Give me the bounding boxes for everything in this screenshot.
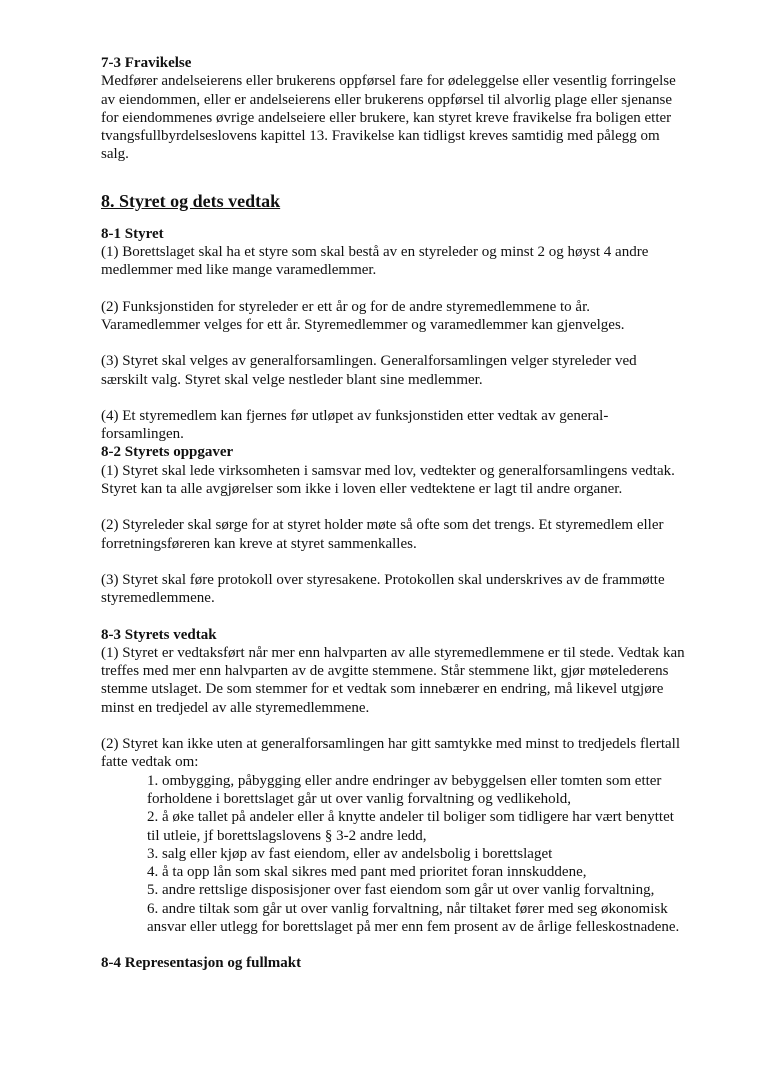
section-8-4-heading: 8-4 Representasjon og fullmakt [101,955,302,972]
section-8-1 [101,225,687,444]
list-item: 3. salg eller kjøp av fast eiendom, eller av andelsbolig i borettslaget [147,845,553,862]
list-item: 2. å øke tallet på andeler eller å knytte andeler til boliger som tidligere har vært benyttet til utleie, jf borettslagslovens § 3-2 andre ledd, [147,809,674,844]
section-8-1-heading: 8-1 Styret [101,225,164,242]
list-item: 5. andre rettslige disposisjoner over fast eiendom som går ut over vanlig forvaltning, [147,882,655,899]
section-8-4 [101,954,687,972]
consent-list [147,772,687,937]
section-8-1-paragraph-4: (4) Et styremedlem kan fjernes før utløpet av funksjonstiden etter vedtak av general-forsamlingen. [101,407,609,443]
section-8-1-paragraph-1: (1) Borettslaget skal ha et styre som skal bestå av en styreleder og minst 2 og høyst 4 andre medlemmer med like mange varamedlemmer. [101,244,649,279]
section-8-2-paragraph-1: (1) Styret skal lede virksomheten i samsvar med lov, vedtekter og generalforsamlingens vedtak. Styret kan ta alle avgjørelser som ikke i loven eller vedtektene er lagt til andre organer. [101,462,675,498]
section-8-3 [101,626,687,937]
section-8-3-paragraph-2: (2) Styret kan ikke uten at generalforsamlingen har gitt samtykke med minst to tredjedels flertall fatte vedtak om: [101,736,680,771]
section-8-2-heading: 8-2 Styrets oppgaver [101,444,234,461]
section-7-3 [101,54,687,164]
section-8-3-heading: 8-3 Styrets vedtak [101,626,217,643]
section-8-2-paragraph-3: (3) Styret skal føre protokoll over styresakene. Protokollen skal underskrives av de frammøtte styremedlemmene. [101,571,665,607]
section-8-2 [101,443,687,607]
section-7-3-heading: 7-3 Fravikelse [101,55,192,71]
section-8-2-paragraph-2: (2) Styreleder skal sørge for at styret holder møte så ofte som det trengs. Et styremedlem eller forretningsføreren kan kreve at styret sammenkalles. [101,517,664,552]
section-7-3-text: Medfører andelseierens eller brukerens oppførsel fare for ødeleggelse eller vesentlig forringelse av eiendommen, eller er andelseierens eller brukerens oppførsel til alvorlig plage eller sjenanse for eiendommenes øvrige andelseiere eller brukere, kan styret kreve fravikelse fra boligen etter tvangsfullbyrdelseslovens kapittel 13. Fravikelse kan tidligst kreves samtidig med pålegg om salg. [101,73,676,163]
section-8-1-paragraph-3: (3) Styret skal velges av generalforsamlingen. Generalforsamlingen velger styreleder ved særskilt valg. Styret skal velge nestleder blant sine medlemmer. [101,353,637,388]
list-item: 1. ombygging, påbygging eller andre endringer av bebyggelsen eller tomten som etter forholdene i borettslaget går ut over vanlig forvaltning og vedlikehold, [147,772,662,807]
list-item: 4. å ta opp lån som skal sikres med pant med prioritet foran innskuddene, [147,864,587,881]
chapter-8-title: 8. Styret og dets vedtak [101,190,281,211]
list-item: 6. andre tiltak som går ut over vanlig forvaltning, når tiltaket fører med seg økonomisk ansvar eller utlegg for borettslaget på mer enn fem prosent av de årlige felleskostnadene. [147,900,680,935]
section-8-3-paragraph-1: (1) Styret er vedtaksført når mer enn halvparten av alle styremedlemmene er til stede. Vedtak kan treffes med mer enn halvparten av de avgitte stemmene. Står stemmene likt, gjør møtelederens stemme utslaget. De som stemmer for et vedtak som innebærer en endring, må likevel utgjøre minst en tredjedel av alle styremedlemmene. [101,644,685,716]
document-body [101,54,687,973]
section-8-1-paragraph-2: (2) Funksjonstiden for styreleder er ett år og for de andre styremedlemmene to år. Varamedlemmer velges for ett år. Styremedlemmer og varamedlemmer kan gjenvelges. [101,298,625,333]
